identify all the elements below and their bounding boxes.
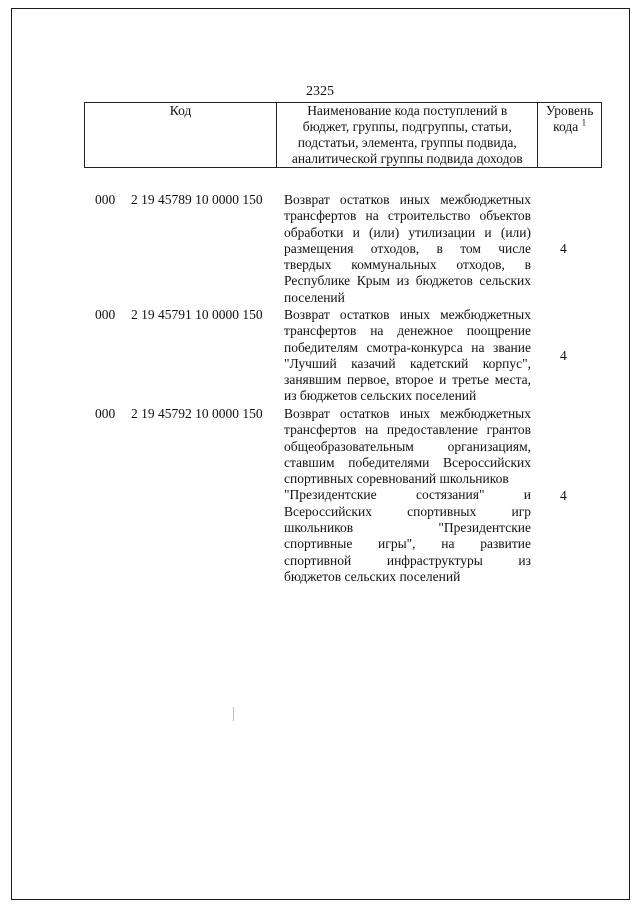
description-line: Возврат остатков иных межбюджетных <box>284 192 531 207</box>
admin-code: 000 <box>95 406 116 421</box>
header-name-line: бюджет, группы, подгруппы, статьи, <box>302 119 512 134</box>
scan-artifact <box>233 707 234 721</box>
description-line: поселений <box>284 289 345 305</box>
description-line: общеобразовательным организациям, <box>284 438 531 454</box>
description-line: ставшим победителями Всероссийских <box>284 454 531 470</box>
level-value: 4 <box>560 348 567 363</box>
header-code-cell <box>85 103 277 168</box>
description-line: занявшим первое, второе и третье места, <box>284 372 531 388</box>
page-number: 2325 <box>306 84 334 99</box>
header-name-line: подстатьи, элемента, группы подвида, <box>297 135 517 150</box>
description-line: "Лучший казачий кадетский корпус", <box>284 355 531 371</box>
description-line: спортивные игры", на развитие <box>284 536 531 552</box>
header-name-line: Наименование кода поступлений в <box>307 103 508 118</box>
description-line: спортивных соревнований школьников <box>284 471 509 487</box>
header-code-label: Код <box>169 103 192 118</box>
table-header <box>84 102 602 168</box>
row-description <box>284 307 531 405</box>
admin-code: 000 <box>95 192 116 207</box>
description-line: Возврат остатков иных межбюджетных <box>284 406 531 421</box>
budget-code: 2 19 45791 10 0000 150 <box>131 307 263 322</box>
description-line: победителям смотра-конкурса на звание <box>284 339 531 355</box>
level-value: 4 <box>560 241 567 256</box>
row-description <box>284 192 531 306</box>
header-name-cell <box>277 103 538 168</box>
header-level-label-2 <box>538 119 601 135</box>
description-line: твердых коммунальных отходов, в <box>284 257 531 273</box>
description-line: обработки и (или) утилизации и (или) <box>284 224 531 240</box>
header-level-word: кода <box>553 119 579 134</box>
description-line: размещения отходов, в том числе <box>284 240 531 256</box>
description-line: школьников "Президентские <box>284 520 531 536</box>
description-line: трансфертов на денежное поощрение <box>284 323 531 339</box>
header-level-label: Уровень <box>545 103 594 118</box>
level-value: 4 <box>560 488 567 503</box>
description-line: Республике Крым из бюджетов сельских <box>284 273 531 289</box>
header-name-line: аналитической группы подвида доходов <box>291 151 523 166</box>
description-line: Возврат остатков иных межбюджетных <box>284 307 531 322</box>
description-line: Всероссийских спортивных игр <box>284 503 531 519</box>
row-description <box>284 406 531 585</box>
budget-code: 2 19 45789 10 0000 150 <box>131 192 263 207</box>
description-line: трансфертов на строительство объектов <box>284 208 531 224</box>
description-line: из бюджетов сельских поселений <box>284 388 477 404</box>
description-line: "Президентские состязания" и <box>284 487 531 503</box>
admin-code: 000 <box>95 307 116 322</box>
footnote-marker: 1 <box>581 117 587 128</box>
budget-code: 2 19 45792 10 0000 150 <box>131 406 263 421</box>
description-line: трансфертов на предоставление грантов <box>284 422 531 438</box>
description-line: спортивной инфраструктуры из <box>284 552 531 568</box>
description-line: бюджетов сельских поселений <box>284 568 461 584</box>
header-level-cell <box>538 103 602 168</box>
